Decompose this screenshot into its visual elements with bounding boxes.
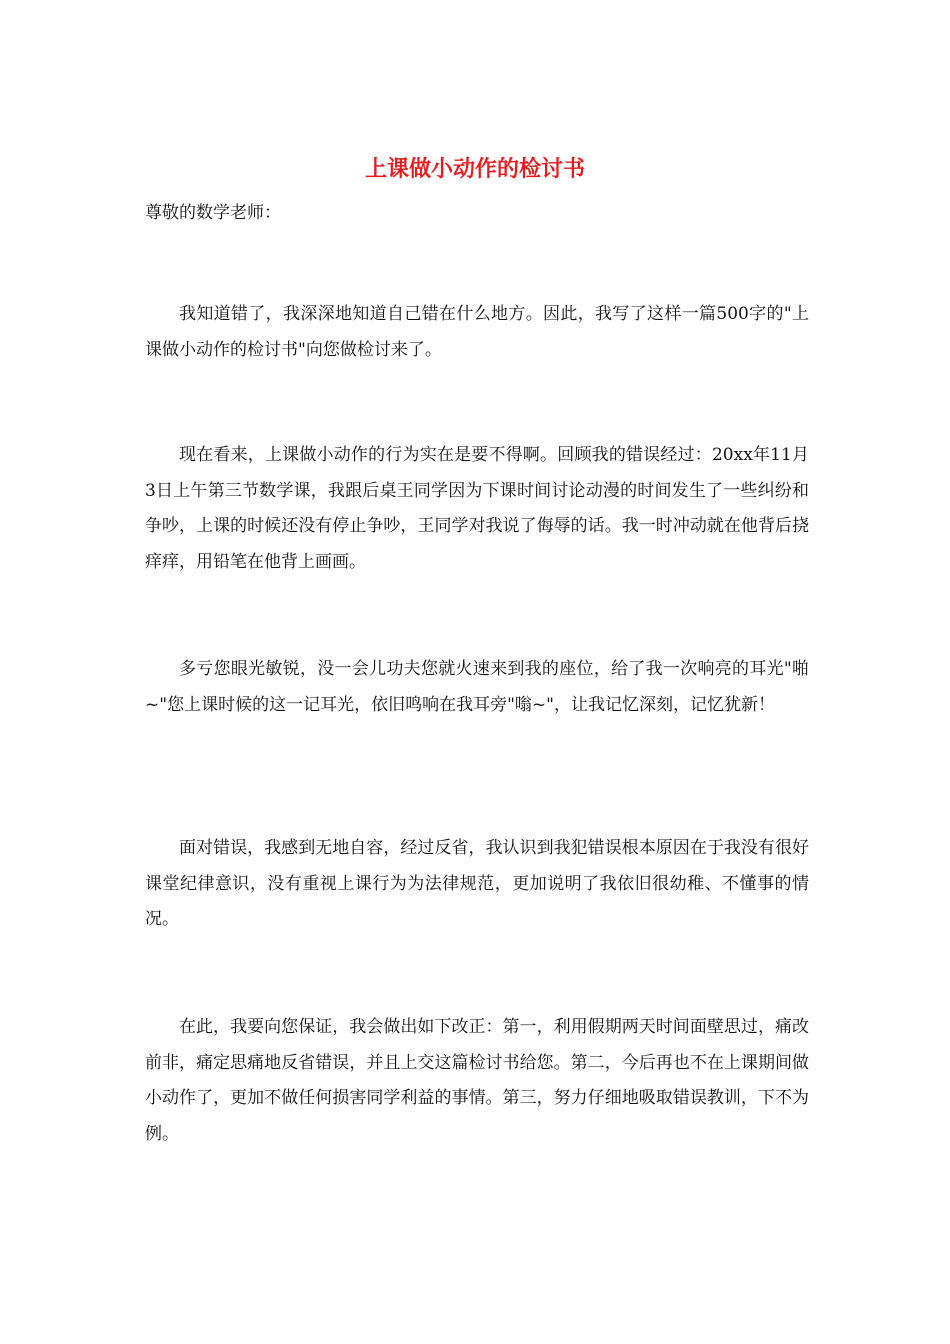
paragraph-1: 我知道错了，我深深地知道自己错在什么地方。因此，我写了这样一篇500字的"上课做小动作的检讨书"向您做检讨来了。	[145, 304, 809, 360]
paragraph-5: 在此，我要向您保证，我会做出如下改正：第一，利用假期两天时间面壁思过，痛改前非，痛定思痛地反省错误，并且上交这篇检讨书给您。第二，今后再也不在上课期间做小动作了，更加不做任何损害同学利益的事情。第三，努力仔细地吸取错误教训，下不为例。	[145, 1017, 809, 1144]
document-title: 上课做小动作的检讨书	[364, 156, 585, 182]
paragraph-3: 多亏您眼光敏锐，没一会儿功夫您就火速来到我的座位，给了我一次响亮的耳光"啪~"您上课时候的这一记耳光，依旧鸣响在我耳旁"嗡~"，让我记忆深刻，记忆犹新！	[145, 659, 809, 715]
paragraph-2: 现在看来，上课做小动作的行为实在是要不得啊。回顾我的错误经过：20xx年11月3日上午第三节数学课，我跟后桌王同学因为下课时间讨论动漫的时间发生了一些纠纷和争吵，上课的时候还没有停止争吵，王同学对我说了侮辱的话。我一时冲动就在他背后挠痒痒，用铅笔在他背上画画。	[145, 445, 809, 572]
salutation: 尊敬的数学老师：	[145, 203, 281, 223]
paragraph-4: 面对错误，我感到无地自容，经过反省，我认识到我犯错误根本原因在于我没有很好课堂纪律意识，没有重视上课行为为法律规范，更加说明了我依旧很幼稚、不懂事的情况。	[145, 838, 809, 929]
